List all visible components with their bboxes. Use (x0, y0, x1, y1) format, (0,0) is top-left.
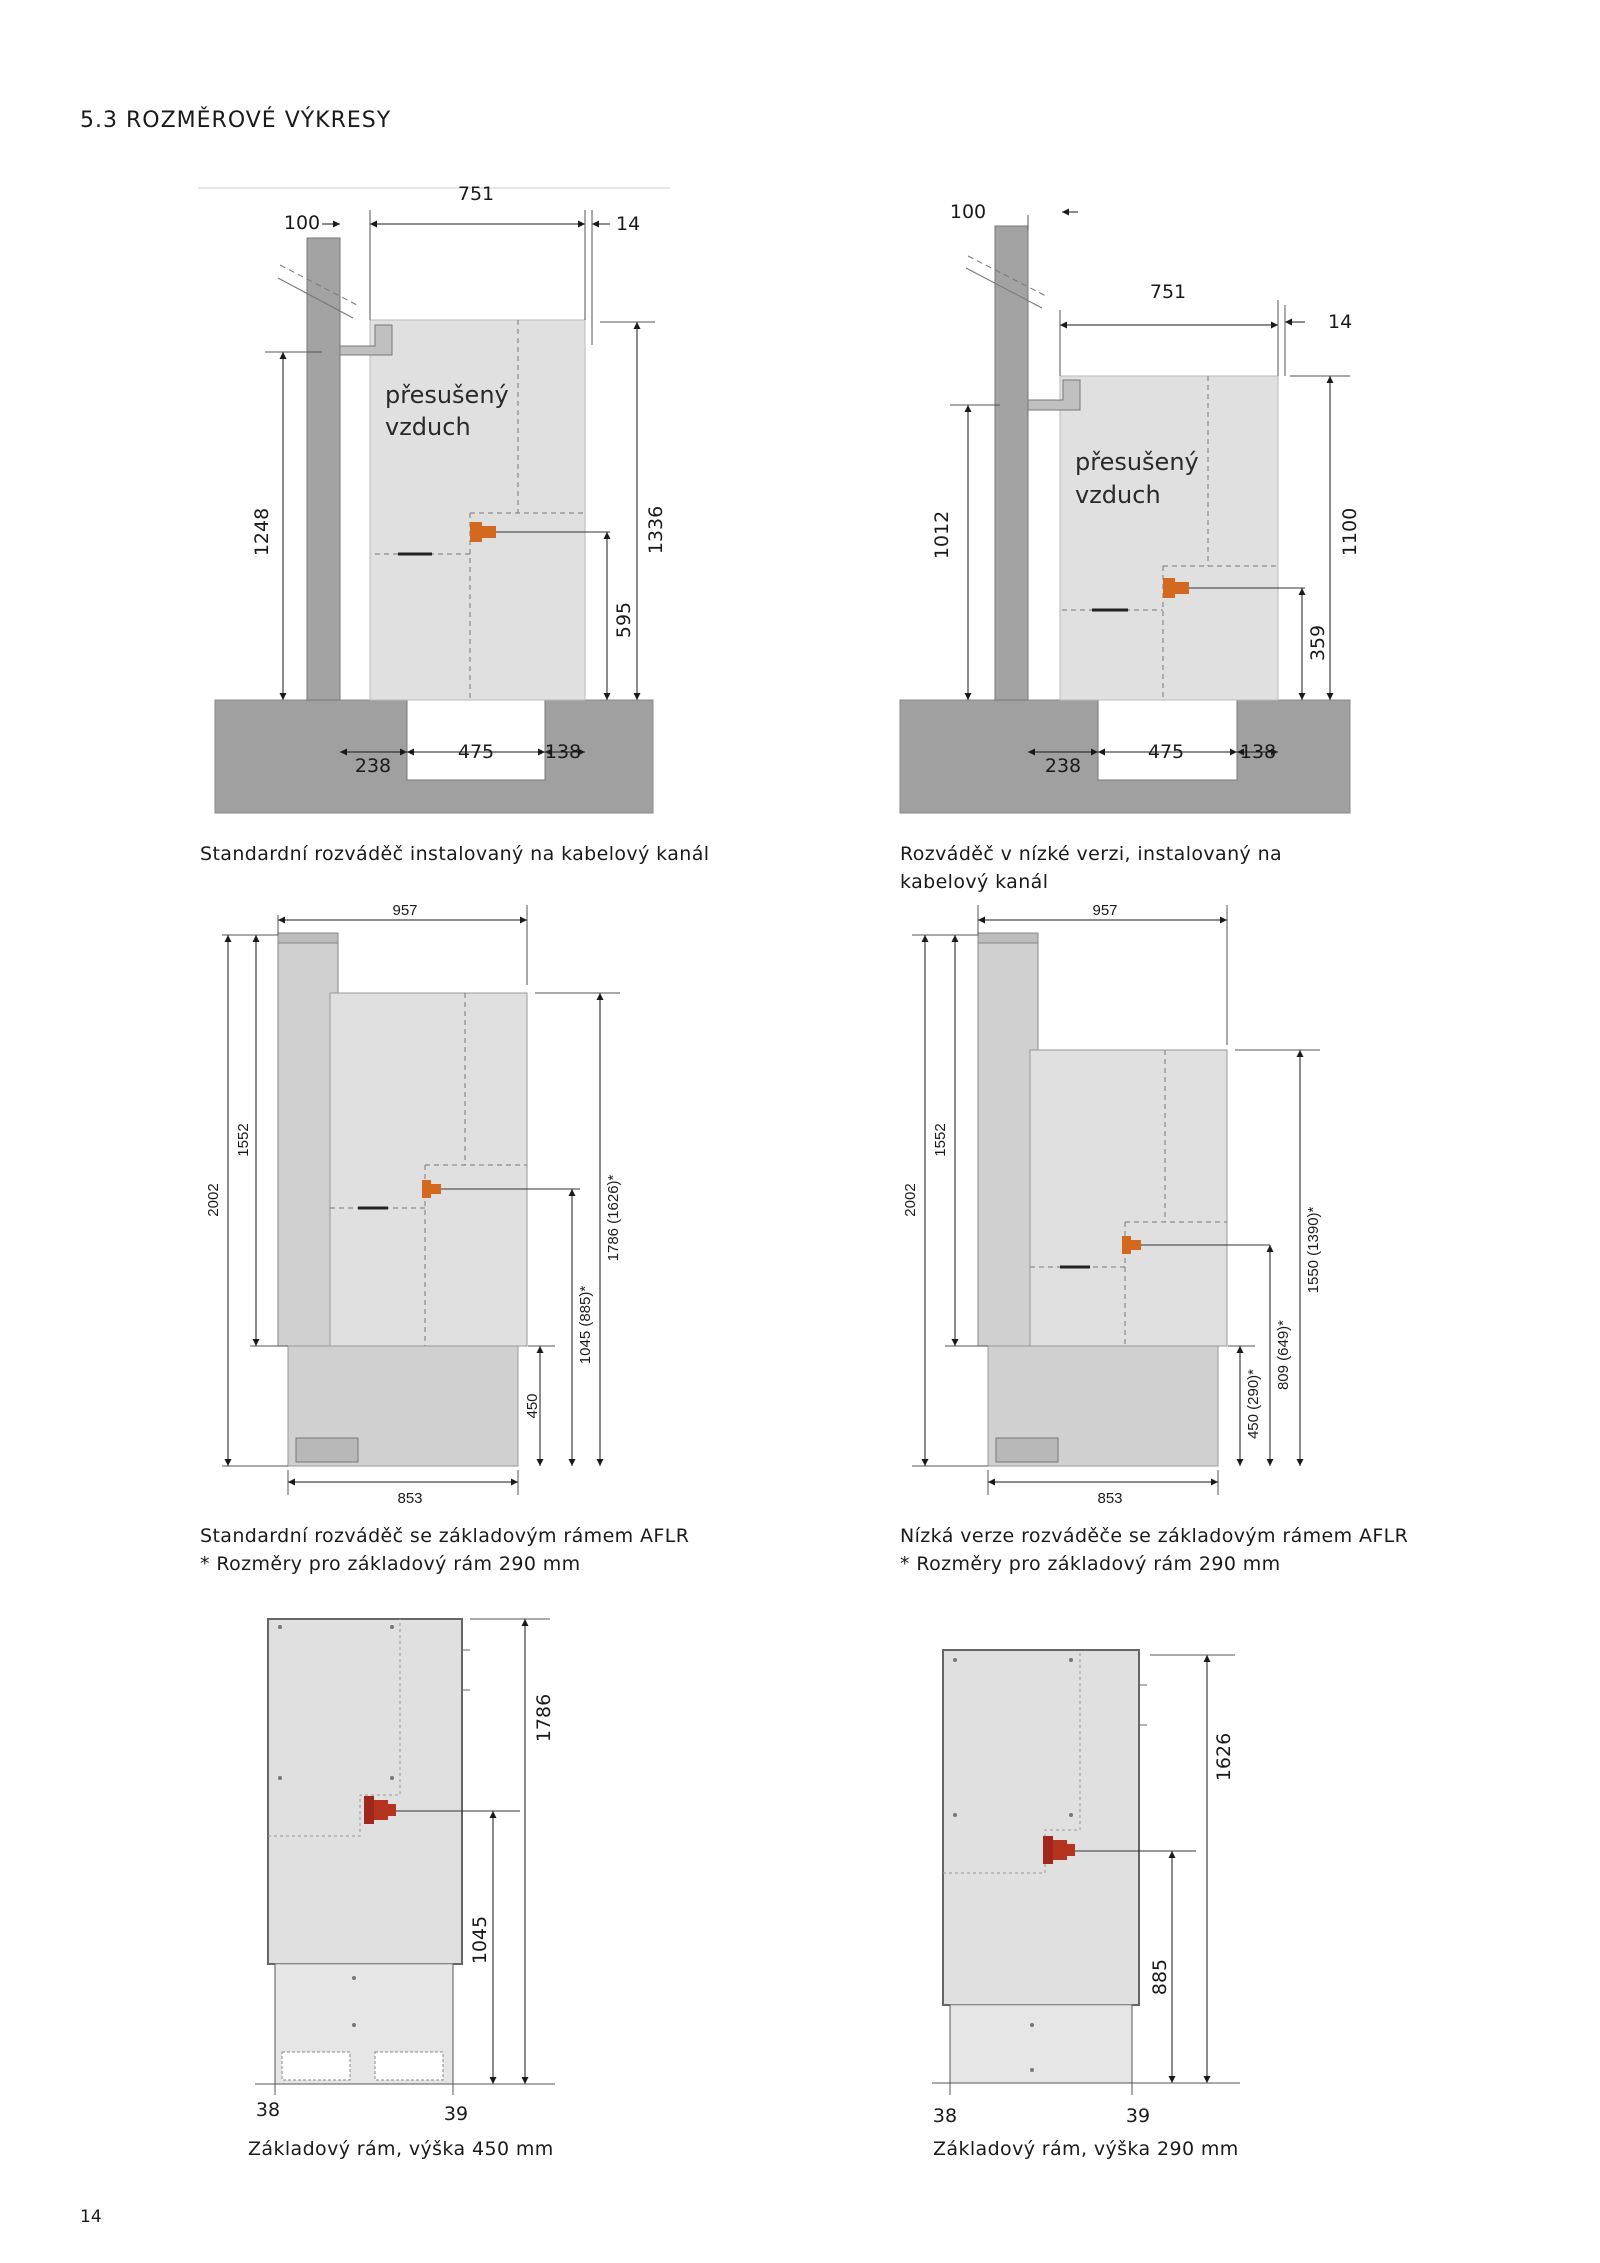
fig5-caption: Základový rám, výška 450 mm (248, 2138, 554, 2160)
fig6-caption: Základový rám, výška 290 mm (933, 2138, 1239, 2160)
page-heading: 5.3 ROZMĚROVÉ VÝKRESY (80, 108, 392, 133)
fig3-drawing (205, 902, 622, 1507)
fig1-air-label-2: vzduch (385, 413, 471, 441)
fig5-dim-1786: 1786 (533, 1693, 555, 1743)
fig5-dim-39: 39 (443, 2103, 469, 2125)
fig4-dim-450: 450 (290)* (1245, 1368, 1262, 1440)
fig3-caption-line2: * Rozměry pro základový rám 290 mm (200, 1553, 581, 1575)
fig1-dim-100: 100 (283, 212, 321, 234)
fig2-drawing (900, 201, 1361, 813)
fig2-dim-359: 359 (1307, 624, 1329, 662)
fig3-dim-1552: 1552 (235, 1123, 252, 1157)
fig5-dim-1045: 1045 (469, 1915, 491, 1965)
fig4-dim-1552: 1552 (932, 1123, 949, 1157)
plug-icon (470, 522, 482, 542)
plug-icon (1043, 1836, 1053, 1864)
fig6-dim-1626: 1626 (1213, 1732, 1235, 1782)
fig3-caption-line1: Standardní rozváděč se základovým rámem AFLR (200, 1525, 690, 1547)
fig4-caption-line2: * Rozměry pro základový rám 290 mm (900, 1553, 1281, 1575)
page-number: 14 (80, 2207, 102, 2227)
fig2-dim-14: 14 (1328, 311, 1353, 333)
fig1-dim-14: 14 (616, 213, 641, 235)
fig4-dim-1550: 1550 (1390)* (1305, 1206, 1322, 1294)
fig2-air-label-1: přesušený (1075, 448, 1199, 476)
plug-icon (1122, 1236, 1131, 1254)
fig2-dim-1100: 1100 (1339, 507, 1361, 557)
fig1-drawing (198, 183, 670, 813)
fig2-caption (900, 840, 1282, 896)
fig5-drawing (255, 1619, 555, 2125)
fig6-dim-39: 39 (1125, 2105, 1151, 2127)
fig4-caption (900, 1522, 1408, 1578)
fig1-dim-138: 138 (544, 741, 582, 763)
fig3-dim-1045: 1045 (885)* (577, 1285, 594, 1365)
fig4-dim-809: 809 (649)* (1275, 1319, 1292, 1391)
fig4-dim-853: 853 (1097, 1490, 1123, 1507)
fig4-drawing (902, 902, 1322, 1507)
fig5-dim-38: 38 (255, 2099, 281, 2121)
fig2-air-label-2: vzduch (1075, 481, 1161, 509)
fig3-dim-957: 957 (392, 902, 418, 919)
fig3-dim-1786: 1786 (1626)* (605, 1174, 622, 1262)
fig2-dim-238: 238 (1044, 755, 1082, 777)
fig6-drawing (932, 1650, 1240, 2127)
fig1-dim-238: 238 (354, 755, 392, 777)
fig1-dim-595: 595 (613, 601, 635, 639)
plug-icon (364, 1796, 374, 1824)
fig2-caption-line1: Rozváděč v nízké verzi, instalovaný na (900, 843, 1283, 865)
fig3-dim-2002: 2002 (205, 1183, 222, 1217)
fig2-caption-line2: kabelový kanál (900, 871, 1049, 893)
fig1-dim-1248: 1248 (251, 507, 273, 557)
fig2-dim-100: 100 (949, 201, 987, 223)
fig1-caption: Standardní rozváděč instalovaný na kabelový kanál (200, 843, 710, 865)
plug-icon (1163, 578, 1175, 598)
fig1-dim-1336: 1336 (645, 505, 667, 555)
fig2-dim-1012: 1012 (931, 510, 953, 560)
fig2-dim-751: 751 (1149, 281, 1187, 303)
plug-icon (422, 1180, 431, 1198)
fig3-caption (200, 1522, 689, 1578)
fig1-dim-475: 475 (457, 741, 495, 763)
fig1-air-label-1: přesušený (385, 381, 509, 409)
fig6-dim-885: 885 (1149, 1958, 1171, 1996)
fig6-dim-38: 38 (932, 2105, 958, 2127)
fig3-dim-450: 450 (524, 1393, 541, 1419)
fig3-dim-853: 853 (397, 1490, 423, 1507)
fig4-dim-2002: 2002 (902, 1183, 919, 1217)
fig4-dim-957: 957 (1092, 902, 1118, 919)
fig2-dim-138: 138 (1239, 741, 1277, 763)
fig2-dim-475: 475 (1147, 741, 1185, 763)
fig1-dim-751: 751 (457, 183, 495, 205)
fig4-caption-line1: Nízká verze rozváděče se základovým rámem AFLR (900, 1525, 1409, 1547)
